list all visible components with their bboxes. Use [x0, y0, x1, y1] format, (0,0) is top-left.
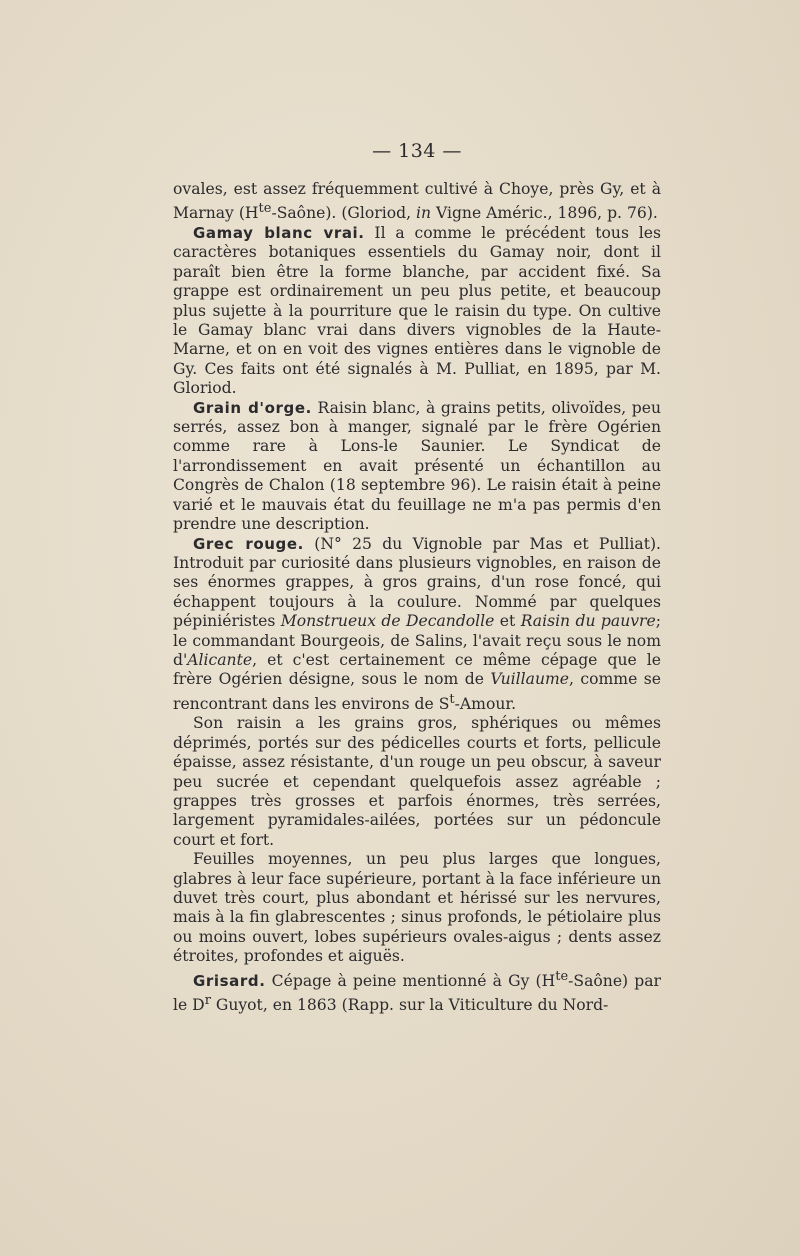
entry-grain-dorge: Grain d'orge. Raisin blanc, à grains petits, olivoïdes, peu serrés, assez bon à manger, signalé par le frère Ogérien comme rare à Lons-le Saunier. Le Syndicat de l'arrondissement en avait présenté un échantillon au Congrès de Chalon (18 septembre 96). Le raisin était à peine varié et le mauvais état du feuillage ne m'a pas permis d'en prendre une description.: [173, 398, 661, 534]
entry-gamay-blanc-vrai: Gamay blanc vrai. Il a comme le précédent tous les caractères botaniques essentiels du Gamay noir, dont il paraît bien être la forme blanche, par accident fixé. Sa grappe est ordinairement un peu plus petite, et beaucoup plus sujette à la pourriture que le raisin du type. On cultive le Gamay blanc vrai dans divers vignobles de la Haute-Marne, et on en voit des vignes entières dans le vignoble de Gy. Ces faits ont été signalés à M. Pulliat, en 1895, par M. Gloriod.: [173, 224, 661, 398]
page-number: — 134 —: [372, 140, 462, 162]
book-page: [173, 140, 661, 1016]
entry-heading: Gamay blanc vrai.: [193, 224, 365, 242]
entry-heading: Grisard.: [193, 971, 266, 990]
entry-heading: Grec rouge.: [193, 534, 304, 553]
entry-grisard: Grisard. Cépage à peine mentionné à Gy $(H^{te}-Saône)$ par le $D^r$ Guyot, en 1863 (Rapp. sur la Viticulture du Nord-: [173, 968, 662, 1015]
entry-grec-rouge: Grec rouge. (N° 25 du Vignoble par Mas et Pulliat). Introduit par curiosité dans plusieurs vignobles, en raison de ses énormes grappes, à gros grains, d'un rose foncé, qui échappent toujours à la coulure. Nommé par quelques pépiniéristes Monstrueux de Decandolle et Raisin du pauvre; le commandant Bourgeois, de Salins, l'avait reçu sous le nom d'Alicante, et c'est certainement ce même cépage que le frère Ogérien désigne, sous le nom de Vuillaume, comme se rencontrant dans les environs de $S^t$-Amour.: [173, 534, 662, 713]
paragraph-feuilles-description: Feuilles moyennes, un peu plus larges que longues, glabres à leur face supérieure, portant à la face inférieure un duvet très court, plus abondant et hérissé sur les nervures, mais à la fin glabrescentes ; sinus profonds, le pétiolaire plus ou moins ouvert, lobes supérieurs ovales-aigus ; dents assez étroites, profondes et aiguës.: [173, 850, 661, 966]
page-body: [173, 180, 661, 1016]
entry-heading: Grain d'orge.: [193, 398, 312, 417]
paragraph-continuation: ovales, est assez fréquemment cultivé à Choye, près Gy, et à Marnay $(H^{te}-Saône)$. (Gloriod, in Vigne Améric., 1896, p. 76).: [173, 180, 661, 223]
paragraph-raisin-description: Son raisin a les grains gros, sphériques ou mêmes déprimés, portés sur des pédicelles courts et forts, pellicule épaisse, assez résistante, d'un rouge un peu obscur, à saveur peu sucrée et cependant quelquefois assez agréable ; grappes très grosses et parfois énormes, très serrées, largement pyramidales-ailées, portées sur un pédoncule court et fort.: [173, 714, 661, 849]
